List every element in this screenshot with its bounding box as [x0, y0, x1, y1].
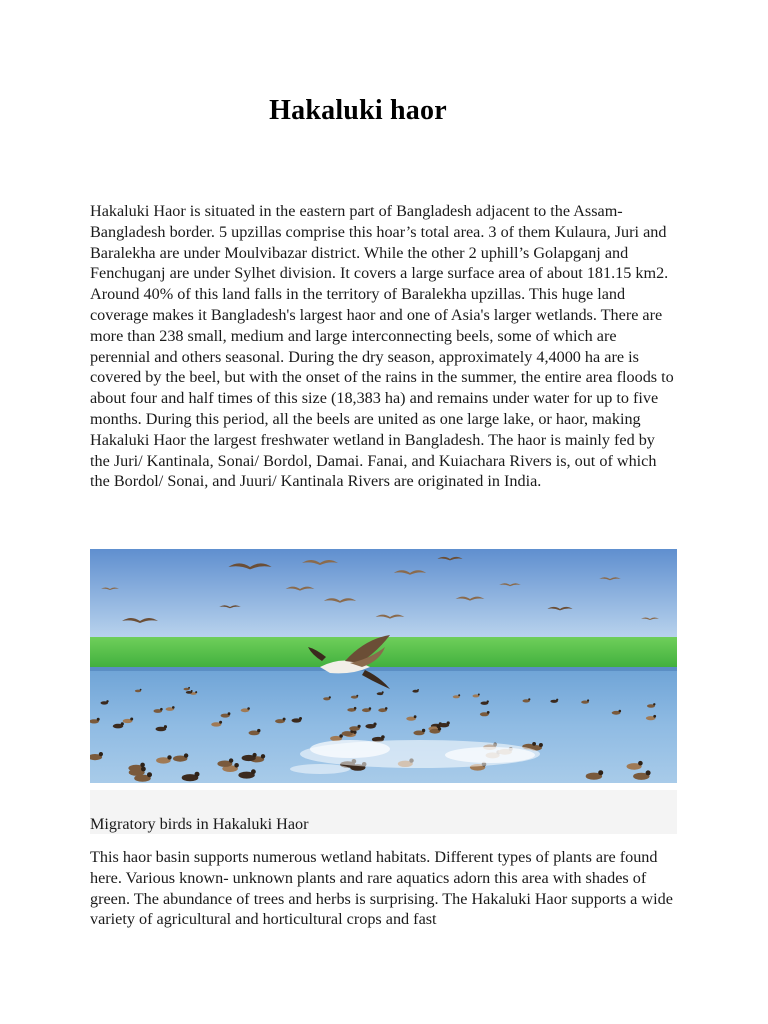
water-bird-head — [191, 690, 193, 692]
water-bird-head — [167, 755, 171, 759]
water-bird-head — [646, 770, 651, 775]
water-bird-head — [487, 711, 490, 714]
water-bird-head — [487, 700, 489, 702]
water-bird-head — [532, 742, 536, 746]
water-bird-head — [598, 770, 603, 775]
water-bird-head — [447, 721, 450, 724]
water-bird-head — [438, 727, 441, 730]
water-bird-head — [195, 691, 197, 693]
water-bird-head — [528, 698, 530, 700]
water-bird-head — [247, 707, 250, 710]
water-bird-head — [99, 752, 103, 756]
water-bird-head — [539, 743, 543, 747]
water-bird-head — [385, 707, 388, 710]
water-bird-head — [188, 687, 190, 689]
water-bird-head — [164, 725, 167, 728]
water-bird-head — [184, 753, 188, 757]
image-caption-box — [90, 790, 677, 834]
water-bird-head — [195, 772, 200, 777]
water-bird-head — [556, 699, 558, 701]
water-bird-head — [253, 753, 257, 757]
document-title: Hakaluki haor — [269, 95, 447, 126]
water-bird-head — [299, 717, 302, 720]
water-bird-head — [172, 706, 175, 709]
water-bird-head — [653, 715, 656, 718]
water-bird-head — [422, 729, 425, 732]
water-bird-head — [358, 725, 361, 728]
water-bird-head — [478, 694, 480, 696]
water-bird-head — [414, 715, 417, 718]
water-bird-head — [234, 763, 239, 768]
water-bird-head — [140, 689, 142, 691]
water-bird-head — [140, 763, 145, 768]
water-bird-head — [638, 761, 643, 766]
image-caption: Migratory birds in Hakaluki Haor — [90, 815, 309, 833]
water-bird-head — [257, 729, 260, 732]
water-bird-head — [261, 754, 265, 758]
water-bird-head — [381, 735, 385, 739]
water-bird-head — [369, 707, 372, 710]
water-bird-head — [251, 769, 256, 774]
water-bird-head — [141, 767, 146, 772]
water-bird-head — [228, 712, 231, 715]
water-bird-head — [353, 731, 356, 734]
body-paragraph-2: This haor basin supports numerous wetland habitats. Different types of plants are found here. Various known- unknown plants and rare aquatics adorn this area with shades of green. The abundance of trees and herbs is surprising. The Hakaluki Haor supports a wide variety of agricultural and horticultural crops and fast — [90, 848, 673, 929]
water-bird-head — [619, 710, 622, 713]
migratory-birds-photo — [90, 549, 677, 783]
water-bird-head — [147, 772, 152, 777]
water-bird-head — [458, 694, 460, 696]
water-bird-head — [329, 696, 331, 698]
water-bird-head — [97, 718, 100, 721]
body-paragraph-1: Hakaluki Haor is situated in the eastern part of Bangladesh adjacent to the Assam-Bangladesh border. 5 upzillas comprise this hoar’s total area. 3 of them Kulaura, Juri and Baralekha are under Moulvibazar district. While the other 2 uphill’s Golapganj and Fenchuganj are under Sylhet division. It covers a large surface area of about 181.15 km2. Around 40% of this land falls in the territory of Baralekha upzillas. This huge land coverage makes it Bangladesh's largest haor and one of Asia's larger wetlands. There are more than 238 small, medium and large interconnecting beels, some of which are perennial and others seasonal. During the dry season, approximately 4,4000 ha are is covered by the beel, but with the onset of the rains in the summer, the entire area floods to about four and half times of this size (18,383 ha) and remains under water for up to five months. During this period, all the beels are united as one large lake, or haor, making Hakaluki Haor the largest freshwater wetland in Bangladesh. The haor is mainly fed by the Juri/ Kantinala, Sonai/ Bordol, Damai. Fanai, and Kuiachara Rivers is, out of which the Bordol/ Sonai, and Juuri/ Kantinala Rivers are originated in India. — [90, 202, 674, 491]
sky — [90, 549, 677, 641]
water-bird-head — [229, 758, 233, 762]
water-bird-head — [587, 699, 589, 701]
water-bird-head — [417, 689, 419, 691]
water-bird-head — [160, 708, 163, 711]
water-bird-head — [283, 718, 286, 721]
water-bird-head — [219, 721, 222, 724]
water-bird-head — [354, 707, 357, 710]
water-bird-head — [653, 703, 655, 705]
water-bird-head — [130, 718, 133, 721]
water-bird-head — [121, 722, 124, 725]
water-bird-head — [106, 700, 108, 702]
water-bird-head — [356, 695, 358, 697]
water-bird-head — [373, 723, 376, 726]
water-bird-head — [382, 691, 384, 693]
